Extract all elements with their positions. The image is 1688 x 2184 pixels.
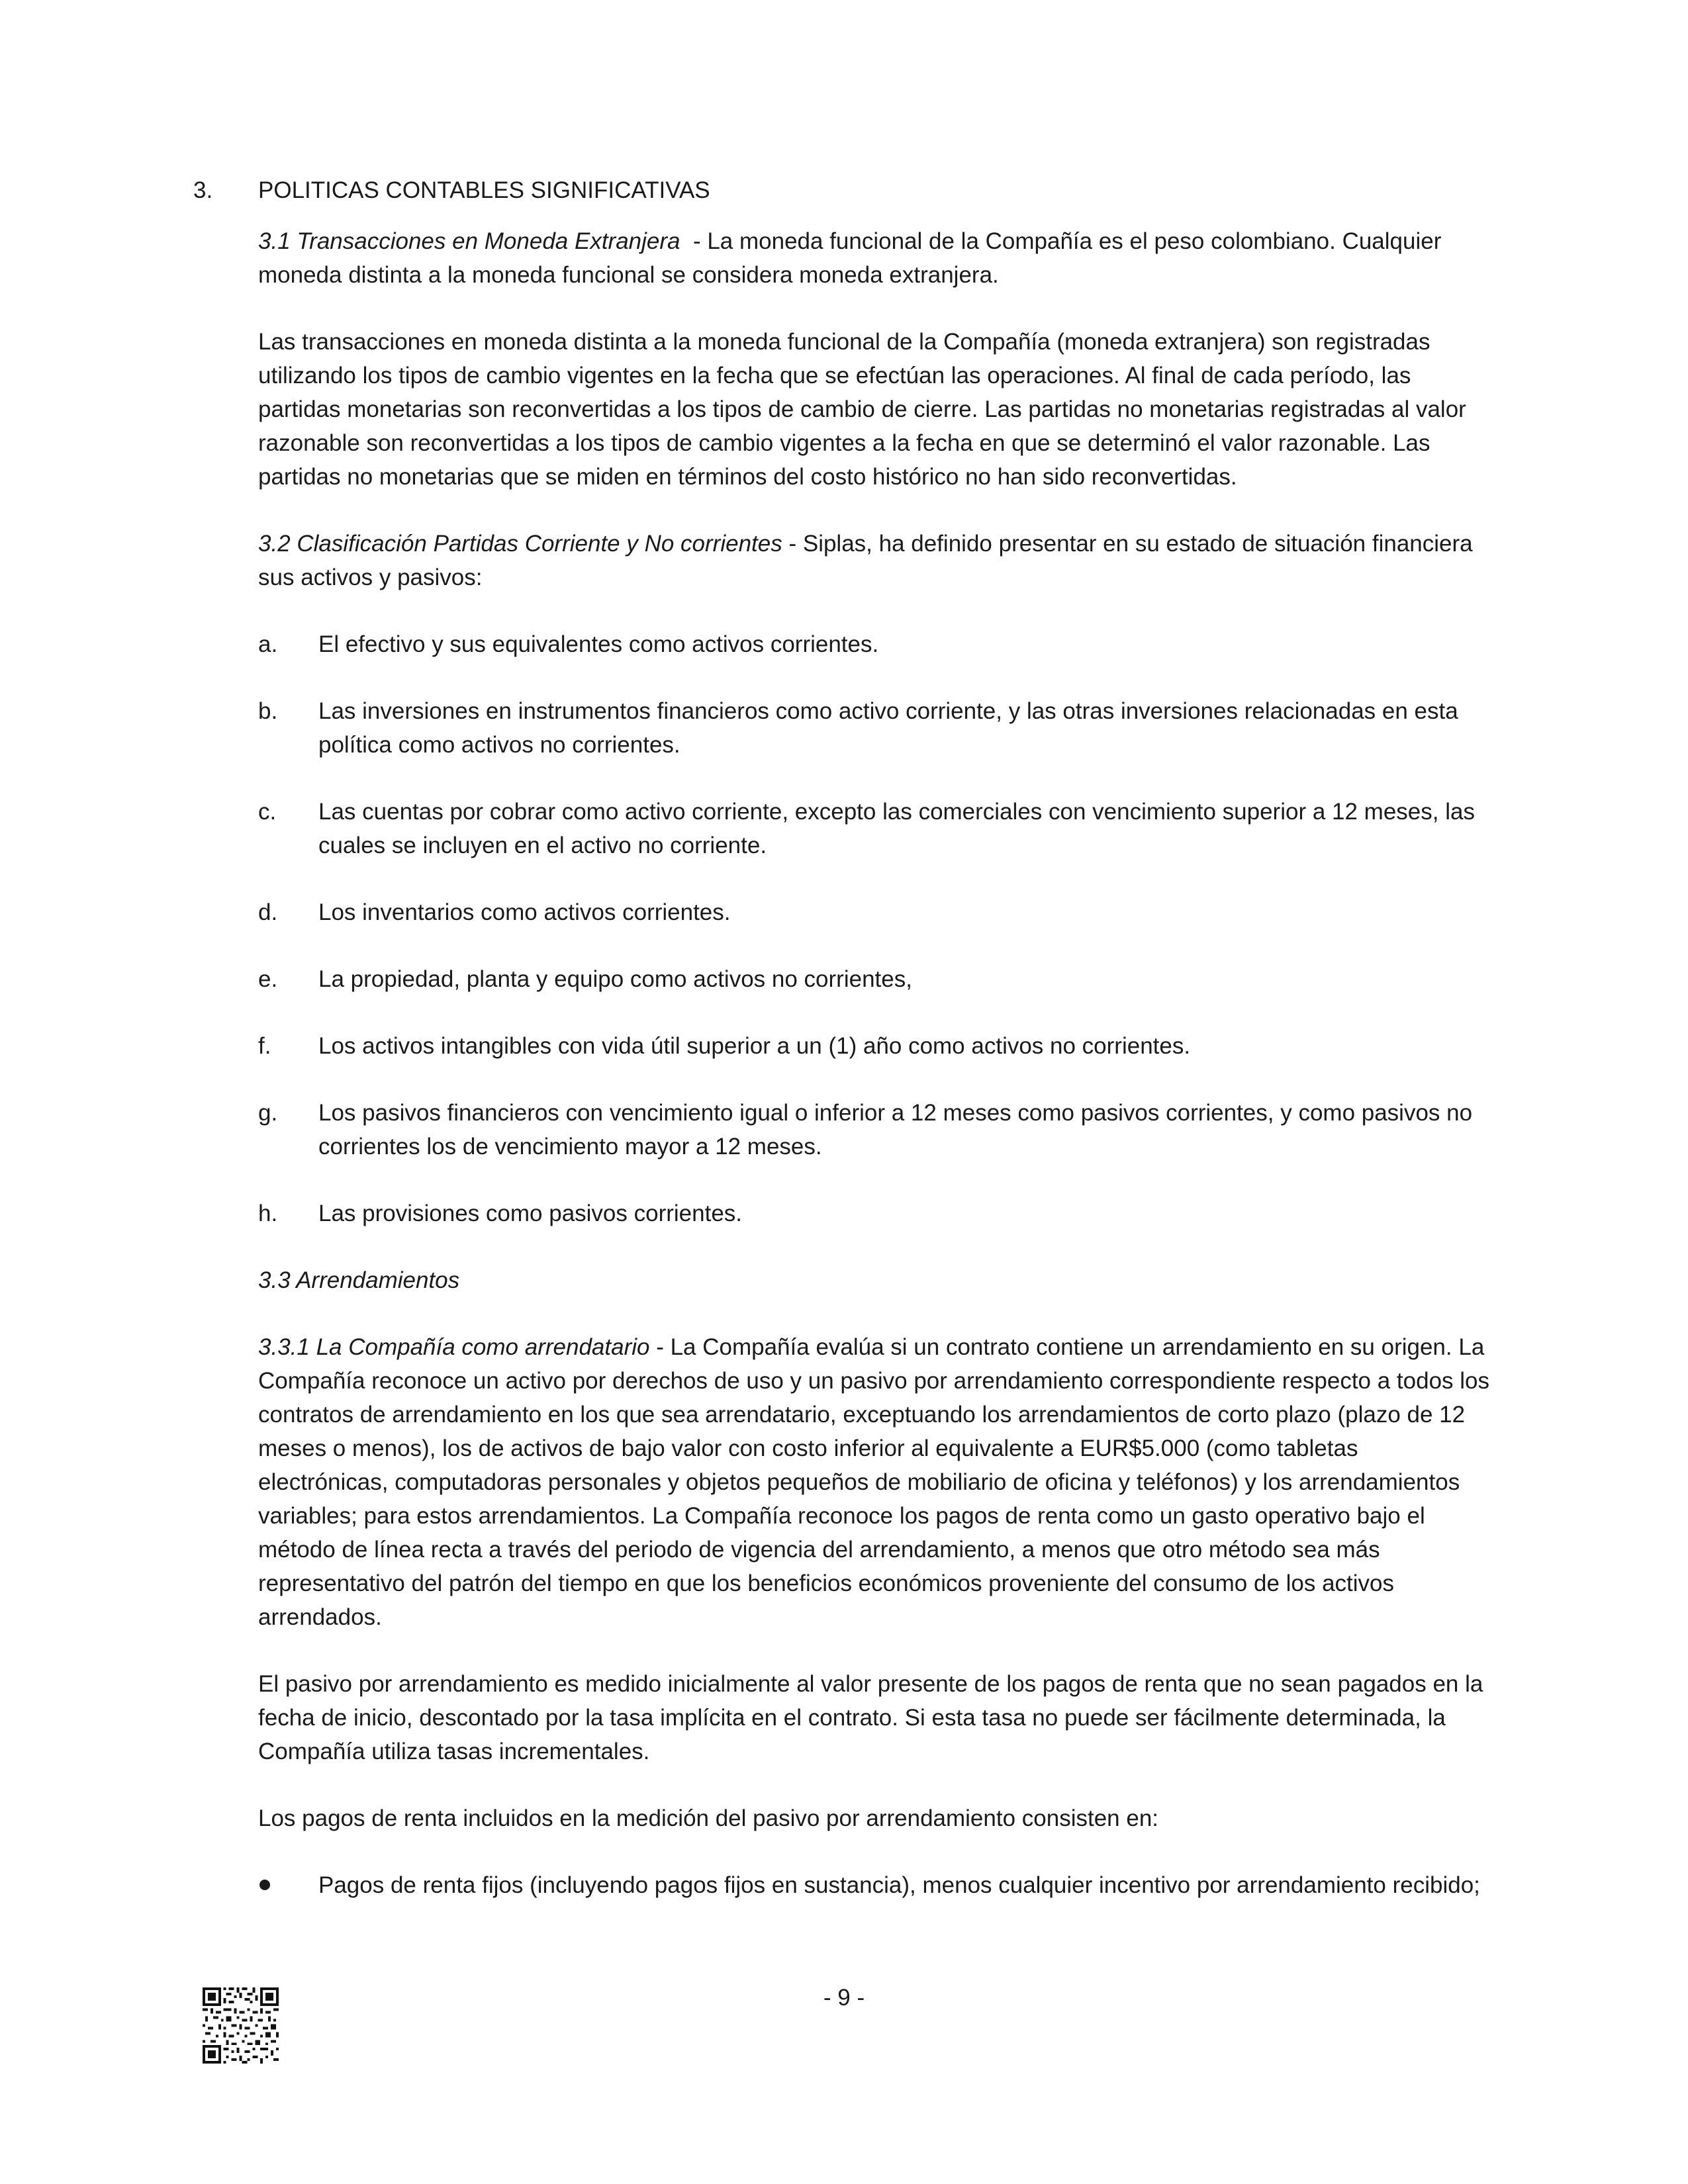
- s31-heading: 3.1 Transacciones en Moneda Extranjera: [258, 228, 680, 254]
- bullet-item: [258, 1868, 1491, 1902]
- s33-heading: 3.3 Arrendamientos: [258, 1267, 460, 1293]
- list-item-g: [258, 1096, 1491, 1163]
- list-marker: d.: [258, 899, 278, 925]
- section-number: 3.: [193, 177, 213, 203]
- s33-paragraph-2: El pasivo por arrendamiento es medido inicialmente al valor presente de los pagos de renta que no sean pagados en la fecha de inicio, descontado por la tasa implícita en el contrato. Si esta tasa no puede ser fácilmente determinada, la Compañía utiliza tasas incrementales.: [258, 1671, 1483, 1764]
- list-item-b: [258, 694, 1491, 762]
- section-title: POLITICAS CONTABLES SIGNIFICATIVAS: [258, 177, 710, 203]
- s32-heading: 3.2 Clasificación Partidas Corriente y No corrientes: [258, 531, 782, 557]
- list-item-text: La propiedad, planta y equipo como activos no corrientes,: [318, 966, 912, 992]
- list-item-d: [258, 895, 1491, 929]
- s33-heading-paragraph: [258, 1263, 1491, 1297]
- list-marker: b.: [258, 698, 278, 724]
- page-number: - 9 -: [823, 1985, 865, 2011]
- s331-text: La Compañía evalúa si un contrato contiene un arrendamiento en su origen. La Compañía reconoce un activo por derechos de uso y un pasivo por arrendamiento correspondiente respecto a todos los contratos de arrendamiento en los que sea arrendatario, exceptuando los arrendamientos de corto plazo (plazo de 12 meses o menos), los de activos de bajo valor con costo inferior al equivalente a EUR$5.000 (como tabletas electrónicas, computadoras personales y objetos pequeños de mobiliario de oficina y teléfonos) y los arrendamientos variables; para estos arrendamientos. La Compañía reconoce los pagos de renta como un gasto operativo bajo el método de línea recta a través del periodo de vigencia del arrendamiento, a menos que otro método sea más representativo del patrón del tiempo en que los beneficios económicos proveniente del consumo de los activos arrendados.: [258, 1334, 1490, 1630]
- s331-heading: 3.3.1 La Compañía como arrendatario: [258, 1334, 650, 1360]
- s31-separator: -: [680, 228, 708, 254]
- list-marker: c.: [258, 799, 277, 825]
- s31-paragraph-2: Las transacciones en moneda distinta a la moneda funcional de la Compañía (moneda extranjera) son registradas utilizando los tipos de cambio vigentes en la fecha que se efectúan las operaciones. Al final de cada período, las partidas monetarias son reconvertidas a los tipos de cambio de cierre. Las partidas no monetarias registradas al valor razonable son reconvertidas a los tipos de cambio vigentes a la fecha en que se determinó el valor razonable. Las partidas no monetarias que se miden en términos del costo histórico no han sido reconvertidas.: [258, 329, 1466, 490]
- list-item-a: [258, 627, 1491, 661]
- qr-code-icon: [203, 1987, 279, 2064]
- s32-paragraph: [258, 527, 1491, 594]
- document-body: [258, 224, 1491, 1935]
- s331-paragraph: [258, 1330, 1491, 1634]
- list-marker: f.: [258, 1033, 271, 1059]
- list-item-text: Los pasivos financieros con vencimiento igual o inferior a 12 meses como pasivos corrientes, y como pasivos no corrientes los de vencimiento mayor a 12 meses.: [318, 1100, 1473, 1160]
- list-marker: g.: [258, 1100, 278, 1126]
- bullet-item-text: Pagos de renta fijos (incluyendo pagos fijos en sustancia), menos cualquier incentivo por arrendamiento recibido;: [318, 1872, 1480, 1898]
- list-marker: h.: [258, 1201, 278, 1226]
- list-item-c: [258, 795, 1491, 862]
- list-item-text: Las inversiones en instrumentos financieros como activo corriente, y las otras inversiones relacionadas en esta política como activos no corrientes.: [318, 698, 1458, 758]
- list-item-text: Los activos intangibles con vida útil superior a un (1) año como activos no corrientes.: [318, 1033, 1191, 1059]
- s31-paragraph: [258, 224, 1491, 292]
- s32-text: Siplas, ha definido presentar en su estado de situación financiera sus activos y pasivos:: [258, 531, 1473, 590]
- list-item-text: Las provisiones como pasivos corrientes.: [318, 1201, 743, 1226]
- list-marker: e.: [258, 966, 278, 992]
- s31-text: La moneda funcional de la Compañía es el peso colombiano. Cualquier moneda distinta a la moneda funcional se considera moneda extranjera.: [258, 228, 1442, 288]
- list-item-text: Las cuentas por cobrar como activo corriente, excepto las comerciales con vencimiento superior a 12 meses, las cuales se incluyen en el activo no corriente.: [318, 799, 1475, 858]
- list-item-text: Los inventarios como activos corrientes.: [318, 899, 731, 925]
- list-item-text: El efectivo y sus equivalentes como activos corrientes.: [318, 631, 879, 657]
- s32-separator: -: [782, 531, 803, 557]
- s331-separator: -: [649, 1334, 671, 1360]
- list-item-f: [258, 1029, 1491, 1063]
- list-item-h: [258, 1197, 1491, 1230]
- list-item-e: [258, 962, 1491, 996]
- list-marker: a.: [258, 631, 278, 657]
- s33-paragraph-3: Los pagos de renta incluidos en la medición del pasivo por arrendamiento consisten en:: [258, 1805, 1159, 1831]
- bullet-icon: [259, 1880, 270, 1890]
